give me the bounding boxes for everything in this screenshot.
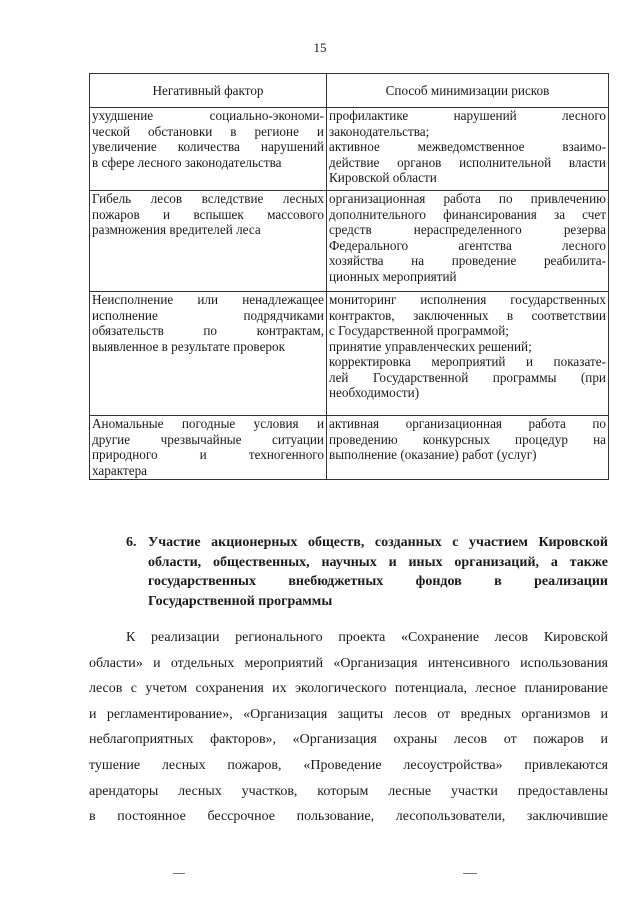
cell-line: ционных мероприятий [329, 268, 457, 284]
section-title-line: государственных внебюджетных фондов в реализации [148, 574, 608, 589]
cell-line: размножения вредителей леса [92, 222, 261, 237]
cell-line: Неисполнение или ненадлежащее [92, 292, 324, 307]
cell-line: проведению конкурсных процедур на [329, 431, 606, 447]
cell-line: хозяйства на проведение реабилита- [329, 253, 606, 268]
cell-line: увеличение количества нарушений [92, 139, 324, 154]
cell-line: Аномальные погодные условия и [92, 416, 324, 431]
cell-line: лей Государственной программы (при [329, 369, 606, 385]
cell-line: дополнительного финансирования за счет [329, 206, 606, 222]
cell-line: средств нераспределенного резерва [329, 222, 606, 237]
cell-line: обязательств по контрактам, [92, 323, 324, 338]
paragraph-line: в постоянное бессрочное пользование, лесопользователи, заключившие [89, 809, 608, 825]
factor-cell [90, 191, 327, 292]
cell-line: профилактике нарушений лесного [329, 108, 606, 123]
table-row [90, 108, 609, 191]
table-row [90, 416, 609, 480]
cell-line: организационная работа по привлечению [329, 191, 606, 206]
paragraph-line: К реализации регионального проекта «Сохранение лесов Кировской [126, 630, 608, 645]
cell-line: исполнение подрядчиками [92, 307, 324, 323]
section-title [148, 533, 608, 611]
section-number: 6. [126, 535, 137, 550]
factor-cell [90, 416, 327, 480]
cell-line: действие органов исполнительной власти [329, 154, 606, 170]
measure-cell [327, 108, 609, 191]
section-title-line: области, общественных, научных и иных организаций, а также [148, 554, 608, 570]
cell-line: выполнение (оказание) работ (услуг) [329, 447, 537, 462]
paragraph-line: неблагоприятных факторов», «Организация охраны лесов от пожаров и [89, 732, 608, 748]
factor-cell [90, 292, 327, 416]
paragraph-line: тушение лесных пожаров, «Проведение лесоустройства» привлекаются [89, 757, 608, 773]
table-row [90, 191, 609, 292]
cell-line: Гибель лесов вследствие лесных [92, 191, 324, 206]
cell-line: принятие управленческих решений; [329, 338, 532, 354]
measure-cell [327, 416, 609, 480]
cell-line: выявленное в результате проверок [92, 338, 286, 354]
cell-line: природного и техногенного [92, 447, 324, 462]
cell-line: с Государственной программой; [329, 323, 509, 338]
cell-line: необходимости) [329, 385, 420, 400]
cell-line: корректировка мероприятий и показате- [329, 354, 606, 369]
cell-line: активная организационная работа по [329, 416, 606, 431]
risk-table [89, 73, 609, 480]
cell-line: Федерального агентства лесного [329, 237, 606, 253]
cell-line: пожаров и вспышек массового [92, 206, 324, 222]
cell-line: контрактов, заключенных в соответствии [329, 307, 606, 323]
section-title-line: Государственной программы [148, 593, 333, 609]
scan-mark [463, 873, 477, 874]
table-header-row [90, 74, 609, 108]
measure-cell [327, 292, 609, 416]
cell-line: в сфере лесного законодательства [92, 154, 282, 170]
paragraph-line: области» и отдельных мероприятий «Организация интенсивного использования [89, 655, 608, 671]
scan-mark [173, 873, 185, 874]
cell-line: законодательства; [329, 123, 430, 139]
cell-line: другие чрезвычайные ситуации [92, 431, 324, 447]
cell-line: Кировской области [329, 170, 437, 185]
factor-cell [90, 108, 327, 191]
cell-line: мониторинг исполнения государственных [329, 292, 606, 307]
table-row [90, 292, 609, 416]
cell-line: характера [92, 462, 148, 478]
body-paragraph [89, 625, 608, 830]
paragraph-line: лесов с учетом сохранения их экологического потенциала, лесное планирование [89, 681, 608, 697]
cell-line: ческой обстановки в регионе и [92, 123, 324, 139]
header-negative-factor: Негативный фактор [90, 74, 327, 108]
paragraph-line: и регламентирование», «Организация защиты лесов от вредных организмов и [89, 706, 608, 722]
page-number: 15 [313, 40, 327, 55]
header-risk-minimization: Способ минимизации рисков [327, 74, 609, 108]
section-title-line: Участие акционерных обществ, созданных с участием Кировской [148, 535, 608, 550]
measure-cell [327, 191, 609, 292]
cell-line: ухудшение социально-экономи- [92, 108, 324, 123]
paragraph-line: арендаторы лесных участков, которым лесные участки предоставлены [89, 783, 608, 799]
cell-line: активное межведомственное взаимо- [329, 139, 606, 154]
